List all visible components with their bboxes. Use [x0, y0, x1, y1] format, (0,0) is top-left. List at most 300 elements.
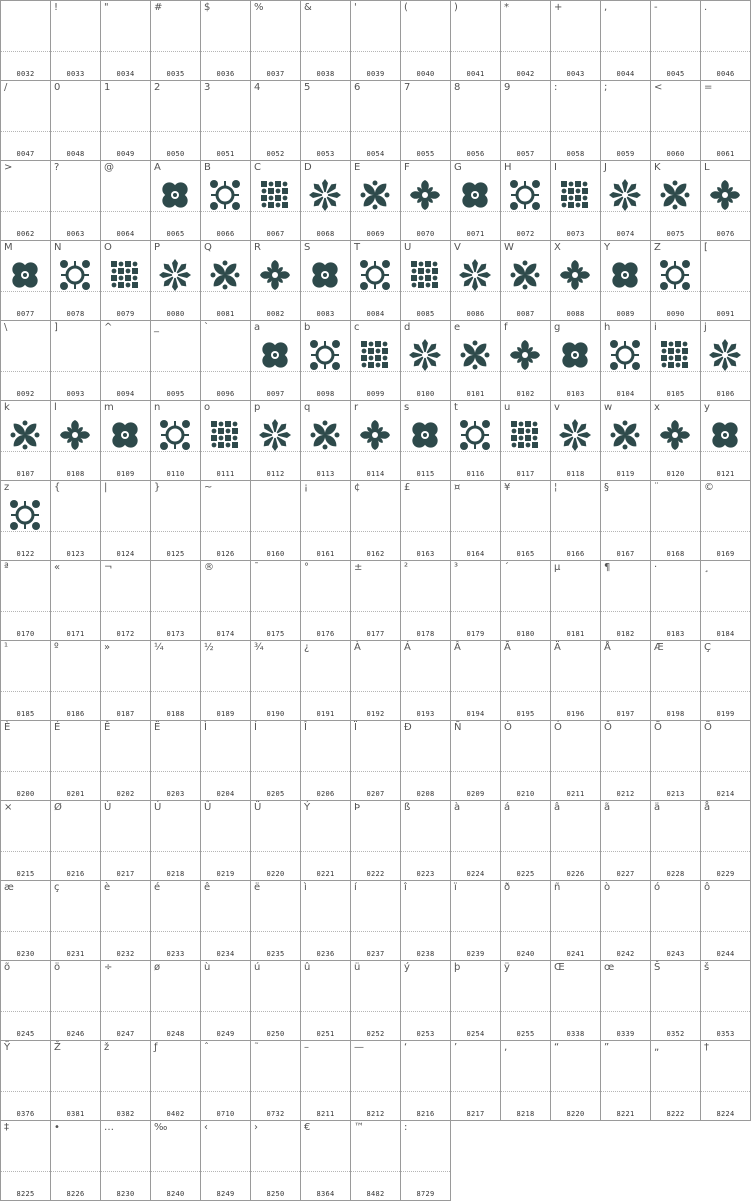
- baseline-guide: [651, 611, 700, 612]
- char-label: ß: [404, 802, 411, 813]
- baseline-guide: [1, 291, 50, 292]
- char-label: þ: [454, 962, 461, 973]
- baseline-guide: [251, 1011, 300, 1012]
- char-label: 2: [154, 82, 161, 93]
- char-code: 0198: [666, 710, 685, 718]
- char-code: 0230: [16, 950, 35, 958]
- char-label: ·: [654, 562, 658, 573]
- char-code: 8221: [616, 1110, 635, 1118]
- quilt-motif-1-icon: [159, 179, 191, 211]
- char-label: Ä: [554, 642, 561, 653]
- baseline-guide: [401, 611, 450, 612]
- char-code: 0054: [366, 150, 385, 158]
- char-label: ë: [254, 882, 261, 893]
- char-code: 0382: [116, 1110, 135, 1118]
- baseline-guide: [401, 1011, 450, 1012]
- baseline-guide: [701, 611, 750, 612]
- char-cell: [400, 560, 450, 640]
- char-label: !: [54, 2, 59, 13]
- char-code: 0092: [16, 390, 35, 398]
- baseline-guide: [501, 371, 550, 372]
- char-label: ¦: [554, 482, 558, 493]
- char-code: 0074: [616, 230, 635, 238]
- char-cell: [200, 320, 250, 400]
- char-code: 0062: [16, 230, 35, 238]
- char-code: 0239: [466, 950, 485, 958]
- baseline-guide: [151, 1171, 200, 1172]
- char-label: :: [404, 1122, 408, 1133]
- char-cell: [450, 320, 500, 400]
- quilt-motif-12-icon: [709, 179, 741, 211]
- char-cell: [700, 880, 750, 960]
- char-label: ‘: [404, 1042, 408, 1053]
- char-cell: [650, 400, 700, 480]
- char-label: ^: [104, 322, 113, 333]
- char-cell: [400, 720, 450, 800]
- char-label: u: [504, 402, 511, 413]
- char-cell: [50, 320, 100, 400]
- char-cell: [400, 800, 450, 880]
- baseline-guide: [101, 611, 150, 612]
- quilt-motif-21-icon: [509, 419, 541, 451]
- char-cell: [550, 400, 600, 480]
- char-code: 0068: [316, 230, 335, 238]
- char-code: 0208: [416, 790, 435, 798]
- char-cell: [250, 400, 300, 480]
- baseline-guide: [351, 131, 400, 132]
- char-cell: [300, 480, 350, 560]
- char-label: À: [354, 642, 361, 653]
- char-label: 0: [54, 82, 61, 93]
- baseline-guide: [351, 931, 400, 932]
- char-cell: [700, 560, 750, 640]
- baseline-guide: [351, 291, 400, 292]
- char-cell: [650, 880, 700, 960]
- char-label: B: [204, 162, 211, 173]
- char-label: Ã: [504, 642, 511, 653]
- char-label: 4: [254, 82, 261, 93]
- char-code: 8364: [316, 1190, 335, 1198]
- char-cell: [500, 160, 550, 240]
- quilt-motif-10-icon: [709, 339, 741, 371]
- baseline-guide: [51, 931, 100, 932]
- baseline-guide: [1, 131, 50, 132]
- char-label: ÷: [104, 962, 113, 973]
- char-cell: [550, 80, 600, 160]
- char-label: ô: [704, 882, 711, 893]
- char-cell: [200, 880, 250, 960]
- char-cell: [250, 160, 300, 240]
- baseline-guide: [201, 531, 250, 532]
- baseline-guide: [51, 211, 100, 212]
- baseline-guide: [301, 691, 350, 692]
- char-label: c: [354, 322, 360, 333]
- char-label: Ê: [104, 722, 111, 733]
- baseline-guide: [401, 131, 450, 132]
- quilt-motif-4-icon: [409, 339, 441, 371]
- char-cell: [700, 720, 750, 800]
- char-cell: [500, 960, 550, 1040]
- char-label: J: [604, 162, 607, 173]
- baseline-guide: [251, 131, 300, 132]
- char-cell: [700, 160, 750, 240]
- char-code: 0119: [616, 470, 635, 478]
- baseline-guide: [351, 1011, 400, 1012]
- char-cell: [150, 160, 200, 240]
- baseline-guide: [251, 851, 300, 852]
- char-cell: [0, 1120, 50, 1200]
- char-label: Ç: [704, 642, 711, 653]
- char-code: 0194: [466, 710, 485, 718]
- char-cell: [250, 800, 300, 880]
- char-label: ³: [454, 562, 459, 573]
- baseline-guide: [1, 771, 50, 772]
- baseline-guide: [251, 771, 300, 772]
- baseline-guide: [201, 931, 250, 932]
- char-label: Š: [654, 962, 661, 973]
- baseline-guide: [551, 691, 600, 692]
- char-label: Q: [204, 242, 212, 253]
- quilt-motif-11-icon: [659, 179, 691, 211]
- char-label: ’: [454, 1042, 458, 1053]
- char-label: ]: [54, 322, 58, 333]
- char-cell: [100, 1120, 150, 1200]
- char-label: ,: [604, 2, 608, 13]
- char-cell: [300, 560, 350, 640]
- baseline-guide: [501, 451, 550, 452]
- baseline-guide: [201, 291, 250, 292]
- char-label: W: [504, 242, 514, 253]
- char-code: 0041: [466, 70, 485, 78]
- char-code: 0238: [416, 950, 435, 958]
- char-cell: [450, 240, 500, 320]
- baseline-guide: [701, 371, 750, 372]
- char-cell: [700, 400, 750, 480]
- baseline-guide: [451, 611, 500, 612]
- char-code: 0072: [516, 230, 535, 238]
- char-label: ": [104, 2, 109, 13]
- baseline-guide: [651, 371, 700, 372]
- char-label: =: [704, 82, 713, 93]
- char-cell: [600, 960, 650, 1040]
- char-code: 8224: [716, 1110, 735, 1118]
- char-code: 0125: [166, 550, 185, 558]
- char-cell: [400, 160, 450, 240]
- char-label: 6: [354, 82, 361, 93]
- char-code: 0189: [216, 710, 235, 718]
- char-label: à: [454, 802, 461, 813]
- char-code: 0195: [516, 710, 535, 718]
- char-cell: [350, 640, 400, 720]
- char-cell: [550, 800, 600, 880]
- char-code: 0185: [16, 710, 35, 718]
- baseline-guide: [101, 1091, 150, 1092]
- char-cell: [600, 800, 650, 880]
- char-code: 0164: [466, 550, 485, 558]
- char-label: å: [704, 802, 711, 813]
- baseline-guide: [101, 931, 150, 932]
- quilt-motif-15-icon: [209, 419, 241, 451]
- quilt-motif-13-icon: [9, 259, 41, 291]
- baseline-guide: [151, 771, 200, 772]
- char-label: @: [104, 162, 114, 173]
- baseline-guide: [351, 1091, 400, 1092]
- quilt-motif-1-icon: [259, 339, 291, 371]
- char-code: 0057: [516, 150, 535, 158]
- char-label: Ó: [554, 722, 562, 733]
- char-code: 0173: [166, 630, 185, 638]
- char-code: 0223: [416, 870, 435, 878]
- baseline-guide: [551, 291, 600, 292]
- char-label: a: [254, 322, 261, 333]
- char-label: £: [404, 482, 411, 493]
- baseline-guide: [451, 771, 500, 772]
- char-code: 0176: [316, 630, 335, 638]
- char-code: 0102: [516, 390, 535, 398]
- char-code: 8222: [666, 1110, 685, 1118]
- char-cell: [600, 320, 650, 400]
- char-label: œ: [604, 962, 615, 973]
- char-code: 8226: [66, 1190, 85, 1198]
- char-label: Ú: [154, 802, 162, 813]
- char-code: 0160: [266, 550, 285, 558]
- char-code: 0048: [66, 150, 85, 158]
- char-code: 0040: [416, 70, 435, 78]
- baseline-guide: [201, 211, 250, 212]
- char-cell: [150, 1040, 200, 1120]
- char-label: V: [454, 242, 461, 253]
- char-cell: [100, 800, 150, 880]
- char-cell: [0, 880, 50, 960]
- char-code: 8211: [316, 1110, 335, 1118]
- baseline-guide: [451, 291, 500, 292]
- baseline-guide: [1, 371, 50, 372]
- char-code: 0110: [166, 470, 185, 478]
- char-label: ): [454, 2, 458, 13]
- baseline-guide: [401, 851, 450, 852]
- baseline-guide: [51, 851, 100, 852]
- char-code: 0203: [166, 790, 185, 798]
- baseline-guide: [301, 531, 350, 532]
- char-code: 0169: [716, 550, 735, 558]
- baseline-guide: [51, 1091, 100, 1092]
- char-code: 0116: [466, 470, 485, 478]
- quilt-motif-24-icon: [559, 259, 591, 291]
- char-label: &: [304, 2, 312, 13]
- char-label: G: [454, 162, 462, 173]
- char-label: ‹: [204, 1122, 208, 1133]
- char-code: 0103: [566, 390, 585, 398]
- char-label: Å: [604, 642, 611, 653]
- baseline-guide: [501, 851, 550, 852]
- char-cell: [450, 880, 500, 960]
- char-code: 0058: [566, 150, 585, 158]
- quilt-motif-8-icon: [609, 339, 641, 371]
- char-label: k: [4, 402, 10, 413]
- char-label: \: [4, 322, 8, 333]
- char-code: 0182: [616, 630, 635, 638]
- char-cell: [150, 320, 200, 400]
- grid-right-border-last-row: [450, 1120, 451, 1201]
- char-cell: [100, 720, 150, 800]
- char-label: v: [554, 402, 560, 413]
- baseline-guide: [351, 851, 400, 852]
- char-label: e: [454, 322, 461, 333]
- char-code: 0052: [266, 150, 285, 158]
- char-cell: [0, 320, 50, 400]
- char-code: 0166: [566, 550, 585, 558]
- char-cell: [400, 480, 450, 560]
- char-cell: [600, 720, 650, 800]
- baseline-guide: [451, 51, 500, 52]
- baseline-guide: [451, 131, 500, 132]
- char-code: 0032: [16, 70, 35, 78]
- baseline-guide: [51, 1171, 100, 1172]
- char-code: 0081: [216, 310, 235, 318]
- char-code: 0078: [66, 310, 85, 318]
- char-code: 0172: [116, 630, 135, 638]
- char-cell: [450, 800, 500, 880]
- char-cell: [250, 880, 300, 960]
- quilt-motif-21-icon: [409, 259, 441, 291]
- baseline-guide: [551, 51, 600, 52]
- char-cell: [300, 160, 350, 240]
- char-cell: [0, 480, 50, 560]
- char-label: 8: [454, 82, 461, 93]
- baseline-guide: [201, 131, 250, 132]
- char-cell: [100, 880, 150, 960]
- char-code: 0192: [366, 710, 385, 718]
- char-cell: [150, 800, 200, 880]
- baseline-guide: [1, 611, 50, 612]
- char-label: 3: [204, 82, 211, 93]
- baseline-guide: [601, 1011, 650, 1012]
- char-code: 0108: [66, 470, 85, 478]
- char-cell: [300, 80, 350, 160]
- baseline-guide: [201, 51, 250, 52]
- baseline-guide: [601, 531, 650, 532]
- char-label: g: [554, 322, 561, 333]
- char-code: 0071: [466, 230, 485, 238]
- quilt-motif-12-icon: [59, 419, 91, 451]
- quilt-motif-8-icon: [509, 179, 541, 211]
- baseline-guide: [601, 851, 650, 852]
- char-cell: [150, 960, 200, 1040]
- baseline-guide: [401, 691, 450, 692]
- char-label: ™: [354, 1122, 364, 1133]
- baseline-guide: [151, 291, 200, 292]
- char-code: 0035: [166, 70, 185, 78]
- char-cell: [500, 0, 550, 80]
- char-cell: [200, 720, 250, 800]
- char-cell: [350, 560, 400, 640]
- char-label: €: [304, 1122, 311, 1133]
- baseline-guide: [451, 931, 500, 932]
- char-code: 8216: [416, 1110, 435, 1118]
- char-label: ì: [304, 882, 307, 893]
- quilt-motif-6-icon: [509, 339, 541, 371]
- baseline-guide: [101, 691, 150, 692]
- char-label: ›: [254, 1122, 258, 1133]
- char-code: 0162: [366, 550, 385, 558]
- baseline-guide: [151, 1091, 200, 1092]
- char-code: 0034: [116, 70, 135, 78]
- char-label: s: [404, 402, 410, 413]
- char-code: 0174: [216, 630, 235, 638]
- char-label: ¨: [654, 482, 659, 493]
- char-cell: [100, 320, 150, 400]
- char-label: #: [154, 2, 163, 13]
- char-cell: [0, 400, 50, 480]
- char-label: Z: [654, 242, 661, 253]
- baseline-guide: [151, 51, 200, 52]
- baseline-guide: [1, 1091, 50, 1092]
- char-cell: [500, 800, 550, 880]
- char-label: $: [204, 2, 211, 13]
- char-label: q: [304, 402, 311, 413]
- char-code: 0202: [116, 790, 135, 798]
- char-label: +: [554, 2, 563, 13]
- char-cell: [150, 640, 200, 720]
- char-cell: [450, 640, 500, 720]
- baseline-guide: [51, 131, 100, 132]
- char-code: 0065: [166, 230, 185, 238]
- baseline-guide: [351, 611, 400, 612]
- char-label: „: [654, 1042, 660, 1053]
- baseline-guide: [201, 371, 250, 372]
- char-code: 0109: [116, 470, 135, 478]
- baseline-guide: [651, 691, 700, 692]
- char-code: 0082: [266, 310, 285, 318]
- char-cell: [100, 480, 150, 560]
- char-code: 8240: [166, 1190, 185, 1198]
- char-label: û: [304, 962, 311, 973]
- baseline-guide: [151, 531, 200, 532]
- baseline-guide: [601, 691, 650, 692]
- char-code: 0254: [466, 1030, 485, 1038]
- char-cell: [600, 640, 650, 720]
- char-label: Õ: [654, 722, 662, 733]
- char-cell: [150, 0, 200, 80]
- char-label: o: [204, 402, 211, 413]
- char-code: 0095: [166, 390, 185, 398]
- char-code: 0114: [366, 470, 385, 478]
- char-code: 0126: [216, 550, 235, 558]
- char-code: 0234: [216, 950, 235, 958]
- char-code: 0076: [716, 230, 735, 238]
- char-cell: [600, 400, 650, 480]
- char-code: 0039: [366, 70, 385, 78]
- char-label: U: [404, 242, 412, 253]
- char-label: Þ: [354, 802, 361, 813]
- baseline-guide: [501, 611, 550, 612]
- quilt-motif-17-icon: [309, 419, 341, 451]
- baseline-guide: [401, 531, 450, 532]
- char-cell: [50, 800, 100, 880]
- quilt-motif-26-icon: [9, 499, 41, 531]
- char-code: 0255: [516, 1030, 535, 1038]
- baseline-guide: [301, 1171, 350, 1172]
- quilt-motif-18-icon: [259, 259, 291, 291]
- char-cell: [700, 800, 750, 880]
- char-cell: [50, 880, 100, 960]
- char-label: µ: [554, 562, 561, 573]
- char-label: <: [654, 82, 663, 93]
- quilt-motif-20-icon: [459, 419, 491, 451]
- char-code: 0083: [316, 310, 335, 318]
- char-label: j: [704, 322, 707, 333]
- baseline-guide: [551, 771, 600, 772]
